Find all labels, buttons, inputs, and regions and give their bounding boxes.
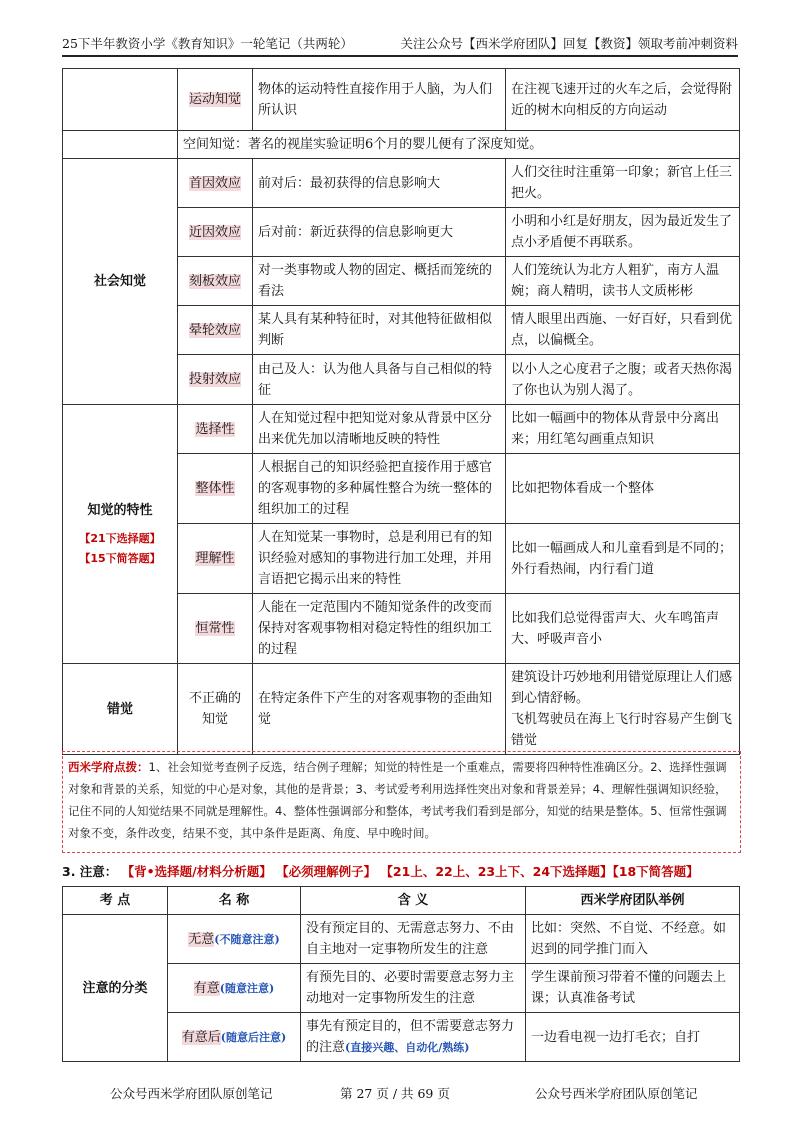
social-row-name: 投射效应: [178, 355, 253, 405]
social-row-name: 近因效应: [178, 208, 253, 257]
trait-name: 整体性: [178, 454, 253, 524]
exam-tag: 【21下选择题】: [79, 531, 161, 545]
trait-example: 比如一幅画中的物体从背景中分离出来；用红笔勾画重点知识: [506, 405, 740, 454]
illusion-example: 建筑设计巧妙地利用错觉原理让人们感到心情舒畅。 飞机驾驶员在海上飞行时容易产生倒飞错觉: [506, 664, 740, 755]
attention-type: 有意(随意注意): [168, 964, 301, 1013]
attention-example: 比如：突然、不自觉、不经意。如迟到的同学推门而入: [526, 915, 740, 964]
trait-example: 比如我们总觉得雷声大、火车鸣笛声大、呼吸声音小: [506, 594, 740, 664]
social-row-def: 对一类事物或人物的固定、概括而笼统的看法: [253, 257, 506, 306]
section-3-heading: [62, 862, 699, 880]
attention-category: 注意的分类: [63, 915, 168, 1062]
social-row-def: 由己及人：认为他人具备与自己相似的特征: [253, 355, 506, 405]
social-perception-category: 社会知觉: [63, 159, 178, 405]
social-row-example: 人们交往时注重第一印象；新官上任三把火。: [506, 159, 740, 208]
trait-def: 人能在一定范围内不随知觉条件的改变而保持对客观事物相对稳定特性的组织加工的过程: [253, 594, 506, 664]
attention-table: [62, 886, 740, 1062]
social-row-name: 刻板效应: [178, 257, 253, 306]
trait-example: 比如一幅画成人和儿童看到是不同的；外行看热闹，内行看门道: [506, 524, 740, 594]
social-row-example: 以小人之心度君子之腹；或者天热你渴了你也认为别人渴了。: [506, 355, 740, 405]
column-header: 名 称: [168, 887, 301, 915]
motion-example: 在注视飞速开过的火车之后，会觉得附近的树木向相反的方向运动: [506, 69, 740, 131]
trait-def: 人在知觉某一事物时，总是利用已有的知识经验对感知的事物进行加工处理，并用言语把它揭示出来的特性: [253, 524, 506, 594]
trait-def: 人在知觉过程中把知觉对象从背景中区分出来优先加以清晰地反映的特性: [253, 405, 506, 454]
column-header: 考 点: [63, 887, 168, 915]
trait-def: 人根据自己的知识经验把直接作用于感官的客观事物的多种属性整合为统一整体的组织加工的过程: [253, 454, 506, 524]
page-header: [62, 30, 738, 57]
header-right: 关注公众号【西米学府团队】回复【教资】领取考前冲刺资料: [400, 36, 738, 51]
trait-name: 恒常性: [178, 594, 253, 664]
social-row-example: 小明和小红是好朋友，因为最近发生了点小矛盾便不再联系。: [506, 208, 740, 257]
trait-example: 比如把物体看成一个整体: [506, 454, 740, 524]
attention-example: 一边看电视一边打毛衣；自打: [526, 1013, 740, 1062]
section-tags: 【背•选择题/材料分析题】 【必须理解例子】 【21上、22上、23上下、24下选择题】【18下简答题】: [121, 864, 699, 879]
tip-box: [62, 751, 741, 853]
traits-title: 知觉的特性: [87, 502, 153, 518]
footer-left: 公众号西米学府团队原创笔记: [110, 1086, 273, 1101]
attention-def: 有预先目的、必要时需要意志努力主动地对一定事物所发生的注意: [301, 964, 526, 1013]
trait-name: 选择性: [178, 405, 253, 454]
column-header: 含 义: [301, 887, 526, 915]
attention-example: 学生课前预习带着不懂的问题去上课；认真准备考试: [526, 964, 740, 1013]
social-row-def: 某人具有某种特征时，对其他特征做相似判断: [253, 306, 506, 355]
perception-table: [62, 68, 740, 755]
motion-name: 运动知觉: [178, 69, 253, 131]
motion-def: 物体的运动特性直接作用于人脑，为人们所认识: [253, 69, 506, 131]
column-header: 西米学府团队举例: [526, 887, 740, 915]
illusion-name: 不正确的知觉: [178, 664, 253, 755]
attention-def: 事先有预定目的，但不需要意志努力的注意(直接兴趣、自动化/熟练): [301, 1013, 526, 1062]
social-row-example: 情人眼里出西施、一好百好，只看到优点，以偏概全。: [506, 306, 740, 355]
social-row-example: 人们笼统认为北方人粗犷，南方人温婉；商人精明，读书人文质彬彬: [506, 257, 740, 306]
illusion-def: 在特定条件下产生的对客观事物的歪曲知觉: [253, 664, 506, 755]
trait-name: 理解性: [178, 524, 253, 594]
attention-def: 没有预定目的、无需意志努力、不由自主地对一定事物所发生的注意: [301, 915, 526, 964]
perception-traits-category: [63, 405, 178, 664]
footer-right: 公众号西米学府团队原创笔记: [535, 1086, 698, 1101]
tip-text: 1、社会知觉考查例子反选，结合例子理解；知觉的特性是一个重难点，需要将四种特性准确区分。2、选择性强调对象和背景的关系，知觉的中心是对象，其他的是背景；3、考试爱考利用选择性突出对象和背景差异；4、理解性强调知识经验，记住不同的人知觉结果不同就是理解性。4、整体性强调部分和整体，考试考我们看到是部分，知觉的结果是整体。5、恒常性强调对象不变，条件改变，结果不变，其中条件是距离、角度、早中晚时间。: [68, 760, 727, 840]
attention-type: 有意后(随意后注意): [168, 1013, 301, 1062]
social-row-def: 后对前：新近获得的信息影响更大: [253, 208, 506, 257]
social-row-name: 晕轮效应: [178, 306, 253, 355]
tip-lead: 西米学府点拨：: [68, 760, 149, 774]
page-number: 第 27 页 / 共 69 页: [340, 1086, 450, 1101]
social-row-def: 前对后：最初获得的信息影响大: [253, 159, 506, 208]
illusion-category: 错觉: [63, 664, 178, 755]
header-left: 25下半年教资小学《教育知识》一轮笔记（共两轮）: [62, 36, 353, 51]
exam-tag: 【15下简答题】: [79, 551, 161, 565]
social-row-name: 首因效应: [178, 159, 253, 208]
section-title: 3. 注意：: [62, 864, 118, 879]
attention-type: 无意(不随意注意): [168, 915, 301, 964]
space-perception: 空间知觉：著名的视崖实验证明6个月的婴儿便有了深度知觉。: [178, 131, 740, 159]
